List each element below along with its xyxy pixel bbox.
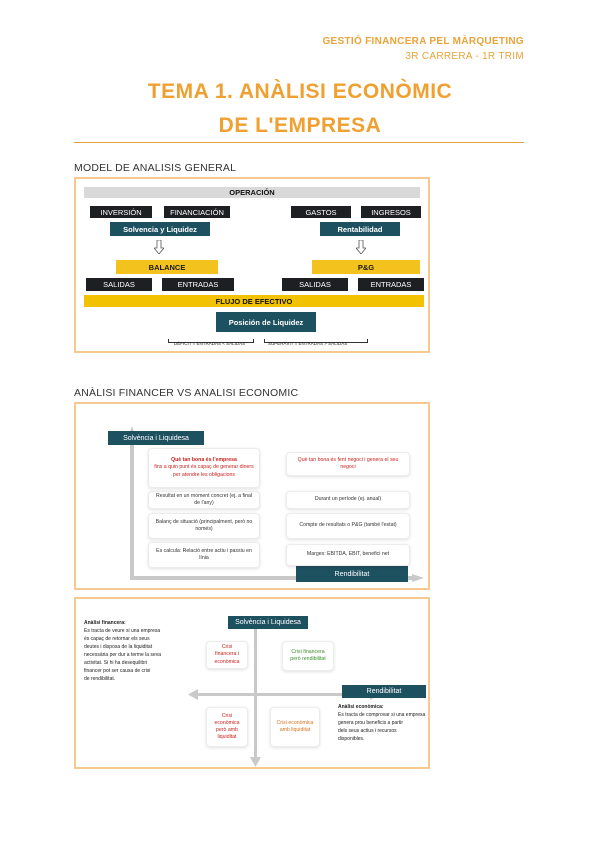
solvencia-label: Solvència i Liquidesa: [228, 616, 308, 629]
quadrant-bottom-right: Crisi econòmica amb liquiditat: [270, 707, 320, 747]
diagram-quadrants: [74, 597, 430, 769]
card-solvencia-calcul: Es calcula: Relació entre actiu i passiu en línia: [148, 542, 260, 568]
superavit-note: SUPERÀVIT = ENTRADAS > SALIDAS: [268, 341, 348, 346]
rentabilidad-box: Rentabilidad: [320, 222, 400, 236]
card-rendibilitat-periode: Durant un període (ej. anual): [286, 491, 410, 509]
gastos-box: GASTOS: [291, 206, 351, 218]
card-solvencia-moment: Resultat en un moment concret (ej. a final de l'any): [148, 491, 260, 509]
arrow-down-icon: [250, 757, 261, 767]
posicion-liquidez-box: Posición de Liquidez: [216, 312, 316, 332]
course-group: 3R CARRERA - 1R TRIM: [405, 51, 524, 62]
balance-box: BALANCE: [116, 260, 218, 274]
card-rendibilitat-pyg: Compte de resultats o P&G (també l'estat): [286, 513, 410, 539]
arrow-left-icon: [188, 689, 198, 700]
balance-salidas-box: SALIDAS: [86, 278, 152, 291]
solvencia-label: Solvència i Liquidesa: [108, 431, 204, 445]
pyg-entradas-box: ENTRADAS: [358, 278, 424, 291]
y-axis: [130, 434, 134, 580]
pyg-box: P&G: [312, 260, 420, 274]
inversion-box: INVERSIÓN: [90, 206, 152, 218]
card-rendibilitat-marges: Marges: EBITDA, EBIT, benefici net: [286, 544, 410, 566]
operacion-bar: OPERACIÓN: [84, 187, 420, 198]
rendibilitat-label: Rendibilitat: [296, 566, 408, 582]
flujo-efectivo-bar: FLUJO DE EFECTIVO: [84, 295, 424, 307]
analisi-financera-text: Anàlisi financera: Es tracta de veure si una empresa és capaç de retornar els seus deutes i disposa de la liquiditat necessària per dur a terme la seva activitat. Si hi ha desequilibri financer pot ser causa de crisi de rendibilitat.: [84, 620, 161, 682]
diagram-general-model: [74, 177, 430, 353]
card-solvencia-question: Què tan bona és l'empresa fins a quin punt és capaç de generar diners per atendre les obligacions: [148, 448, 260, 488]
section-heading-analisi: ANÀLISI FINANCER VS ANALISI ECONOMIC: [74, 387, 299, 399]
down-arrow-icon: [356, 240, 366, 254]
diagram-analisi-financer-vs-economic: [74, 402, 430, 590]
page-title-line2: DE L'EMPRESA: [218, 114, 382, 137]
title-divider: [74, 142, 524, 143]
section-heading-model: MODEL DE ANALISIS GENERAL: [74, 162, 237, 174]
balance-entradas-box: ENTRADAS: [162, 278, 234, 291]
page-title-line1: TEMA 1. ANÀLISI ECONÒMIC: [147, 80, 453, 103]
deficit-note: DÈFICIT = ENTRADAS < SALIDAS: [174, 341, 246, 346]
financiacion-box: FINANCIACIÓN: [164, 206, 230, 218]
ingresos-box: INGRESOS: [361, 206, 421, 218]
card-solvencia-balanc: Balanç de situació (principalment, però no només): [148, 513, 260, 539]
quadrant-bottom-left: Crisi econòmica però amb liquiditat: [206, 707, 248, 747]
arrow-right-icon: [412, 572, 424, 584]
quadrant-top-left: Crisi financera i econòmica: [206, 641, 248, 669]
rendibilitat-label: Rendibilitat: [342, 685, 426, 698]
quadrant-top-right: Crisi financera però rendibilitat: [282, 641, 334, 671]
down-arrow-icon: [154, 240, 164, 254]
analisi-economica-text: Anàlisi econòmica: Es tracta de comprovar si una empresa genera prou beneficis a partir dels seus actius i recursos disponibles.: [338, 704, 426, 742]
card-rendibilitat-question: Què tan bona és fent negoci i genera el seu negoci: [286, 452, 410, 476]
solvencia-liquidez-box: Solvencia y Liquidez: [110, 222, 210, 236]
course-name: GESTIÓ FINANCERA PEL MÀRQUETING: [322, 36, 524, 47]
pyg-salidas-box: SALIDAS: [282, 278, 348, 291]
